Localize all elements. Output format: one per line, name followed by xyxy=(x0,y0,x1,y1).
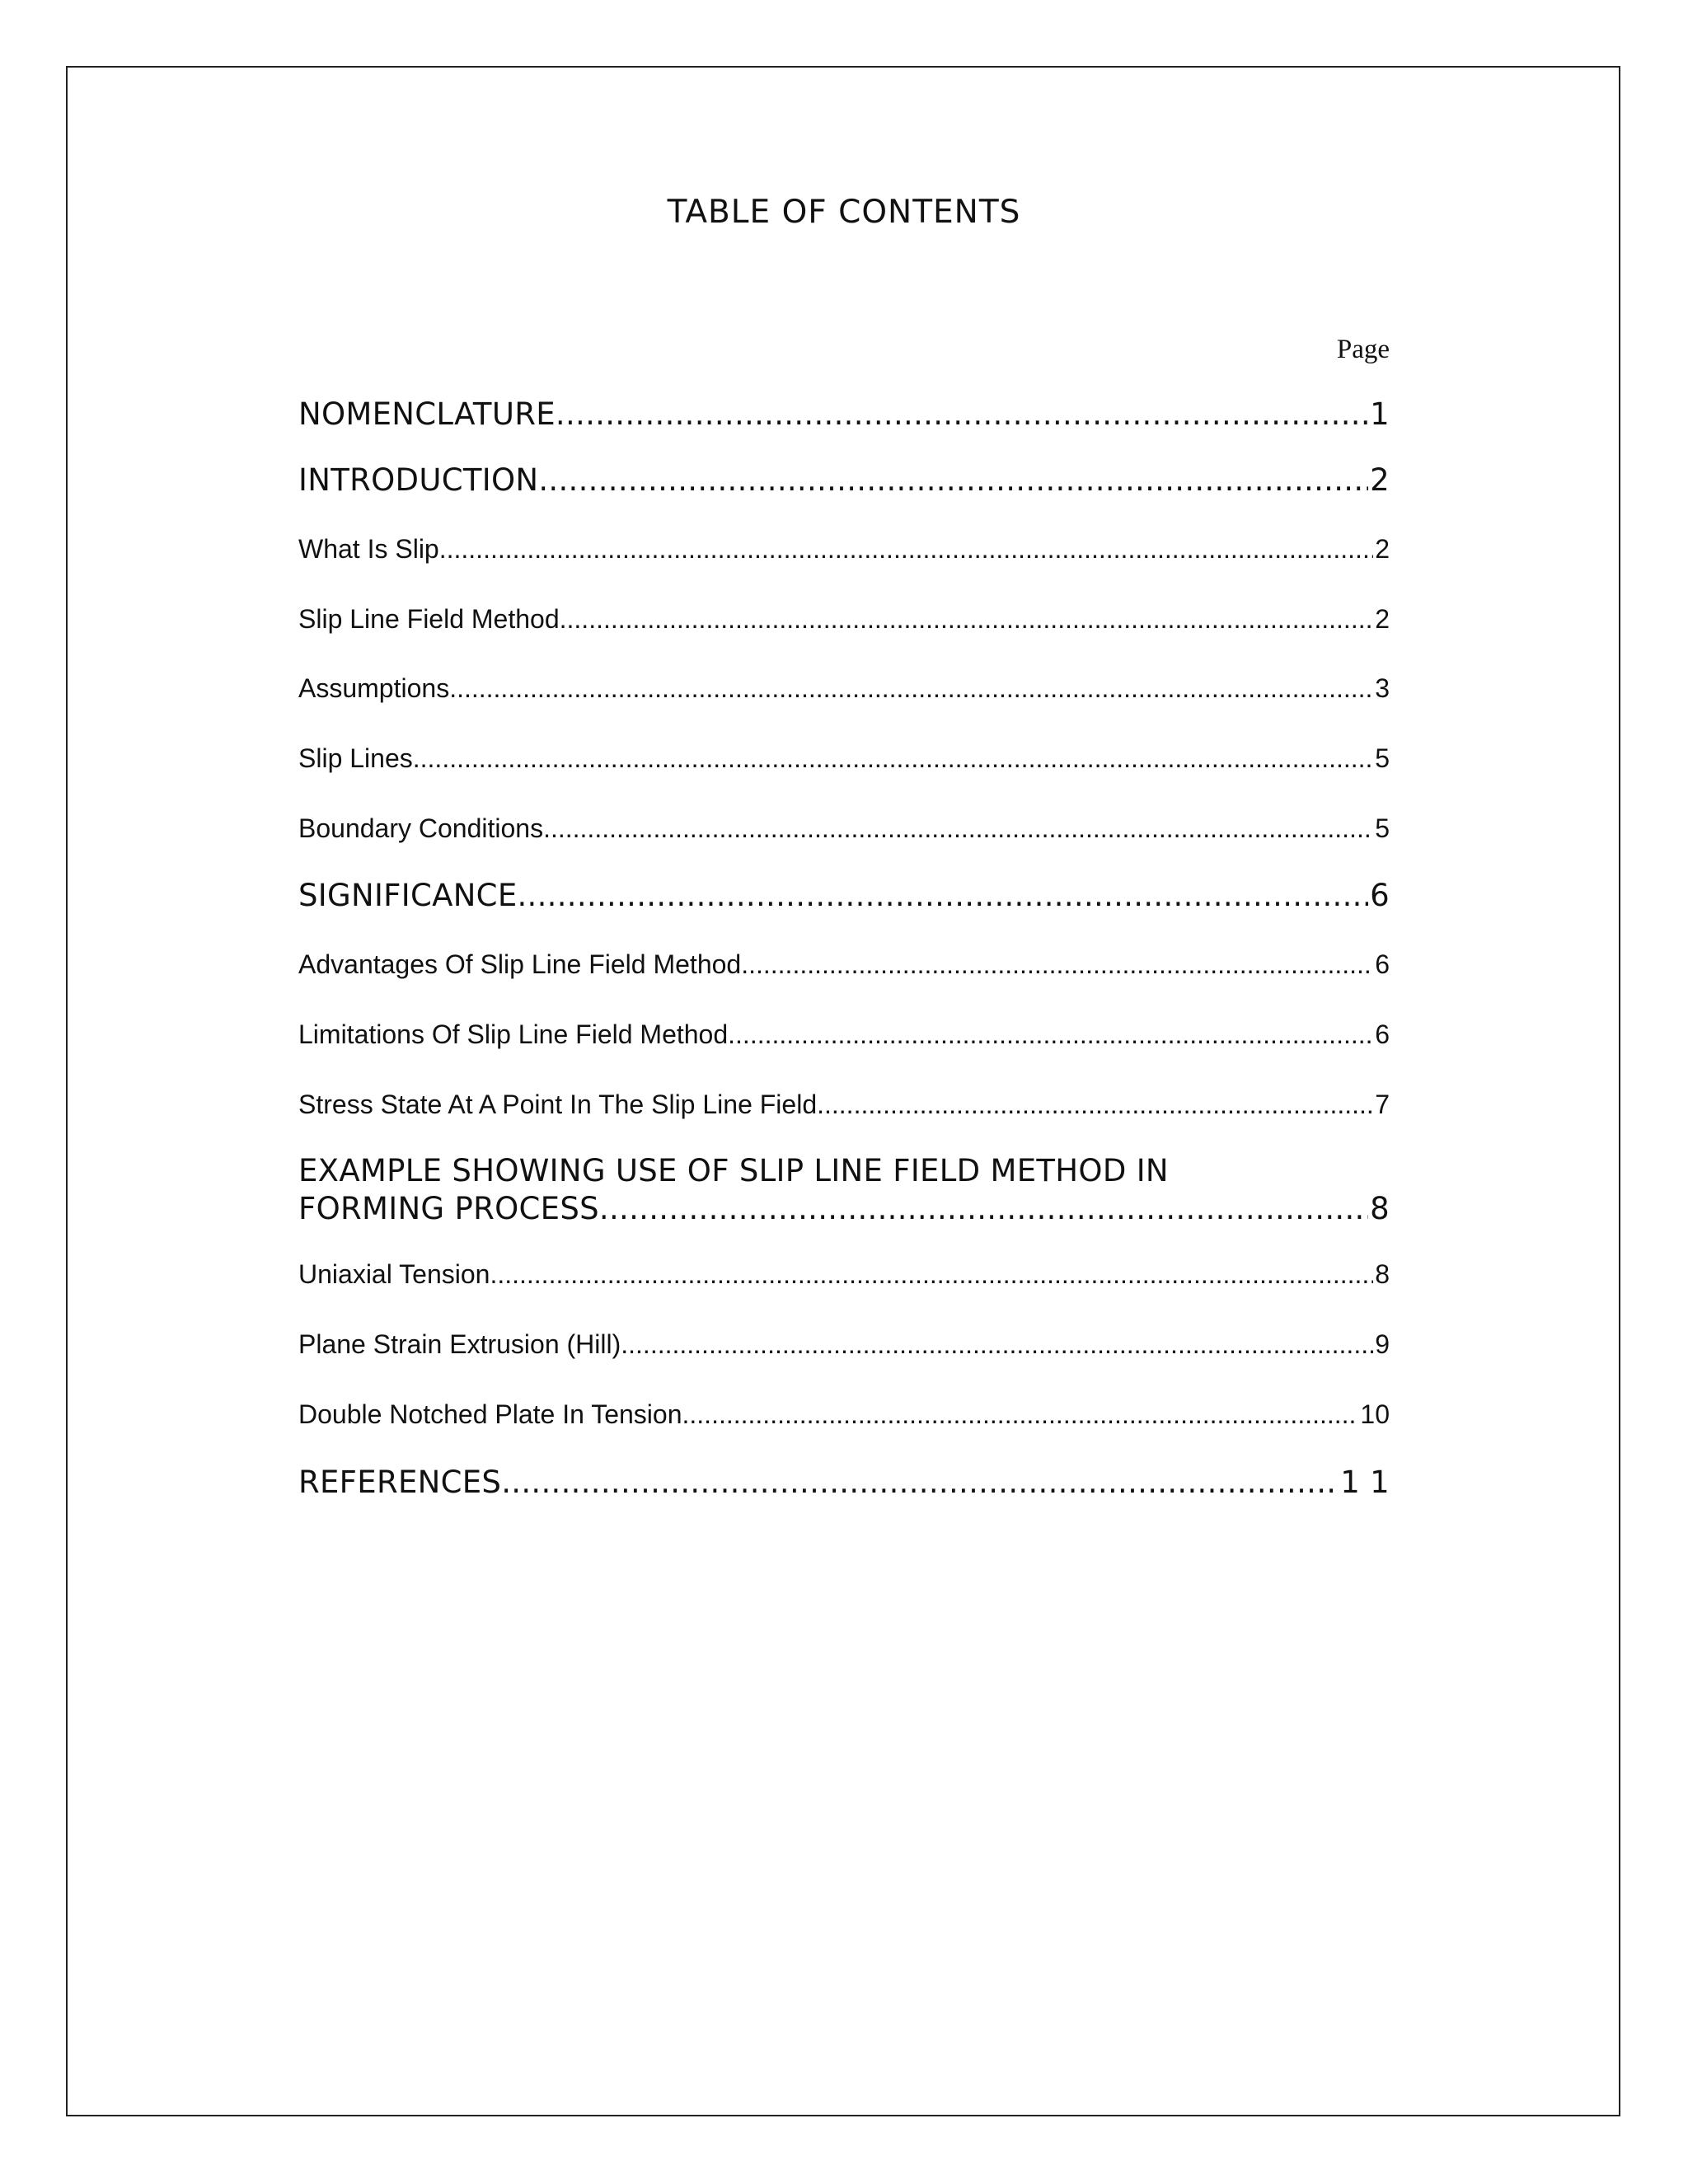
toc-entry-title: Boundary Conditions xyxy=(298,813,544,843)
toc-entry-limitations[interactable] xyxy=(298,1018,1390,1051)
toc-entry-title-line-1: EXAMPLE SHOWING USE OF SLIP LINE FIELD METHOD IN xyxy=(298,1153,1169,1188)
toc-entry-slip-lines[interactable] xyxy=(298,742,1390,775)
toc-entry-page: 7 xyxy=(1375,1090,1390,1119)
toc-entry-title: SIGNIFICANCE xyxy=(298,878,518,913)
toc-entry-page: 5 xyxy=(1375,813,1390,843)
toc-entry-page: 6 xyxy=(1370,878,1390,913)
toc-entry-significance[interactable] xyxy=(298,877,1390,915)
toc-entry-uniaxial-tension[interactable] xyxy=(298,1258,1390,1291)
toc-entry-example-forming-process[interactable] xyxy=(298,1152,1390,1228)
toc-entry-page: 6 xyxy=(1375,949,1390,979)
toc-entry-page: 10 xyxy=(1360,1399,1390,1429)
toc-entry-title: What Is Slip xyxy=(298,534,439,564)
toc-entry-page: 1 1 xyxy=(1340,1465,1390,1500)
toc-entry-title: Limitations Of Slip Line Field Method xyxy=(298,1019,729,1049)
toc-entry-title: NOMENCLATURE xyxy=(298,396,556,432)
toc-entry-nomenclature[interactable] xyxy=(298,396,1390,434)
toc-entry-page: 1 xyxy=(1370,396,1390,432)
dot-leader xyxy=(621,1328,1373,1361)
toc-entry-title: Double Notched Plate In Tension xyxy=(298,1399,682,1429)
toc-entry-title: Slip Line Field Method xyxy=(298,604,560,634)
dot-leader xyxy=(449,672,1373,705)
dot-leader xyxy=(682,1398,1359,1431)
dot-leader xyxy=(501,1464,1339,1502)
toc-entry-page: 9 xyxy=(1375,1329,1390,1359)
toc-entry-page: 8 xyxy=(1375,1259,1390,1289)
toc-entry-page: 2 xyxy=(1375,604,1390,634)
toc-entry-title: Stress State At A Point In The Slip Line Field xyxy=(298,1090,818,1119)
toc-entry-title: Assumptions xyxy=(298,673,450,703)
dot-leader xyxy=(538,462,1368,499)
toc-entry-page: 2 xyxy=(1375,534,1390,564)
toc-entry-title: Plane Strain Extrusion (Hill) xyxy=(298,1329,621,1359)
dot-leader xyxy=(543,812,1373,845)
dot-leader xyxy=(817,1088,1373,1121)
dot-leader xyxy=(490,1258,1373,1291)
toc-entry-page: 2 xyxy=(1370,462,1390,498)
toc-entry-title: Advantages Of Slip Line Field Method xyxy=(298,949,742,979)
toc-entry-stress-state[interactable] xyxy=(298,1088,1390,1121)
dot-leader xyxy=(741,948,1373,981)
toc-entry-page: 3 xyxy=(1375,673,1390,703)
toc-entry-double-notched-plate[interactable] xyxy=(298,1398,1390,1431)
toc-entry-page: 8 xyxy=(1370,1191,1390,1226)
toc-entry-assumptions[interactable] xyxy=(298,672,1390,705)
toc-entry-what-is-slip[interactable] xyxy=(298,532,1390,565)
toc-entry-plane-strain-extrusion[interactable] xyxy=(298,1328,1390,1361)
toc-entry-page: 6 xyxy=(1375,1019,1390,1049)
dot-leader xyxy=(560,602,1374,635)
page-column-label: Page xyxy=(1336,335,1390,364)
dot-leader xyxy=(556,396,1368,434)
dot-leader xyxy=(518,877,1369,915)
dot-leader xyxy=(728,1018,1373,1051)
toc-entry-title: Uniaxial Tension xyxy=(298,1259,490,1289)
toc-entry-introduction[interactable] xyxy=(298,462,1390,499)
toc-entry-slip-line-field-method[interactable] xyxy=(298,602,1390,635)
dot-leader xyxy=(413,742,1373,775)
dot-leader xyxy=(599,1190,1368,1228)
page-title: TABLE OF CONTENTS xyxy=(667,194,1021,231)
toc-entry-title: INTRODUCTION xyxy=(298,462,539,498)
dot-leader xyxy=(439,532,1373,565)
toc-entry-boundary-conditions[interactable] xyxy=(298,812,1390,845)
toc-entry-title: Slip Lines xyxy=(298,743,413,773)
toc-entry-title-line-2: FORMING PROCESS xyxy=(298,1191,599,1226)
toc-entry-advantages[interactable] xyxy=(298,948,1390,981)
toc-entry-page: 5 xyxy=(1375,743,1390,773)
toc-entry-title: REFERENCES xyxy=(298,1465,502,1500)
toc-entry-references[interactable] xyxy=(298,1464,1390,1502)
